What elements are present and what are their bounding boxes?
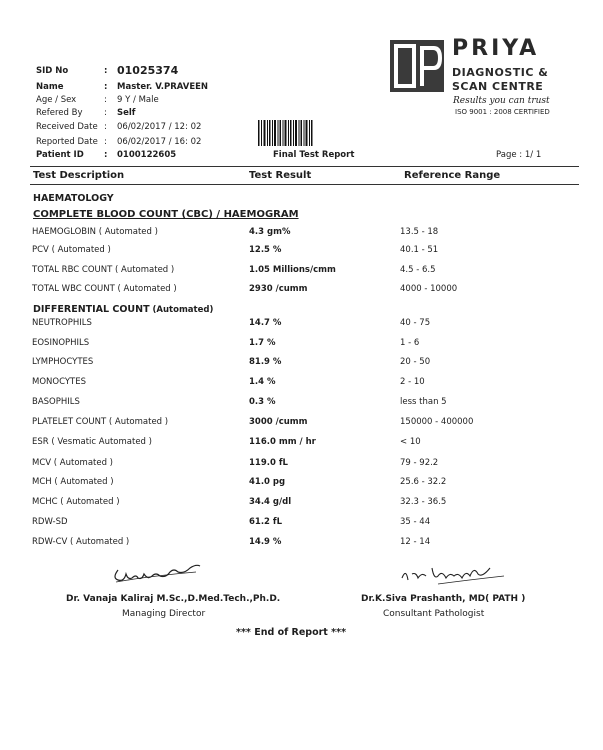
test-result: 0.3 % bbox=[249, 397, 276, 407]
sid-value: 01025374 bbox=[117, 64, 179, 77]
logo-line2: SCAN CENTRE bbox=[452, 80, 544, 93]
iso-certification: ISO 9001 : 2008 CERTIFIED bbox=[455, 108, 550, 116]
colon: : bbox=[104, 108, 107, 118]
age-sex-label: Age / Sex bbox=[36, 95, 77, 105]
differential-heading: DIFFERENTIAL COUNT bbox=[33, 304, 150, 315]
table-row bbox=[32, 537, 552, 553]
reported-date-value: 06/02/2017 / 16: 02 bbox=[117, 137, 202, 147]
table-row bbox=[32, 377, 552, 393]
test-reference: 4.5 - 6.5 bbox=[400, 265, 436, 275]
test-reference: 12 - 14 bbox=[400, 537, 431, 547]
table-row bbox=[32, 318, 552, 334]
page-number: Page : 1/ 1 bbox=[496, 150, 542, 160]
received-date-value: 06/02/2017 / 12: 02 bbox=[117, 122, 202, 132]
test-result: 81.9 % bbox=[249, 357, 282, 367]
test-result: 116.0 mm / hr bbox=[249, 437, 316, 447]
table-row bbox=[32, 517, 552, 533]
name-value: Master. V.PRAVEEN bbox=[117, 82, 209, 92]
table-row bbox=[32, 245, 552, 261]
test-result: 4.3 gm% bbox=[249, 227, 291, 237]
right-signatory-name: Dr.K.Siva Prashanth, MD( PATH ) bbox=[361, 594, 526, 604]
test-reference: < 10 bbox=[400, 437, 421, 447]
test-name: HAEMOGLOBIN ( Automated ) bbox=[32, 227, 158, 237]
logo-name: PRIYA bbox=[452, 36, 540, 61]
test-reference: 1 - 6 bbox=[400, 338, 420, 348]
test-result: 34.4 g/dl bbox=[249, 497, 292, 507]
section-cbc: COMPLETE BLOOD COUNT (CBC) / HAEMOGRAM bbox=[33, 209, 299, 220]
test-result: 2930 /cumm bbox=[249, 284, 308, 294]
test-result: 61.2 fL bbox=[249, 517, 283, 527]
barcode bbox=[258, 120, 314, 146]
test-reference: 2 - 10 bbox=[400, 377, 425, 387]
patient-id-label: Patient ID bbox=[36, 150, 84, 160]
test-reference: 4000 - 10000 bbox=[400, 284, 458, 294]
reported-date-label: Reported Date bbox=[36, 137, 98, 147]
table-row bbox=[32, 357, 552, 373]
patient-id-value: 0100122605 bbox=[117, 150, 177, 160]
colon: : bbox=[104, 66, 108, 76]
logo-line1: DIAGNOSTIC & bbox=[452, 66, 549, 79]
test-reference: 40 - 75 bbox=[400, 318, 431, 328]
right-signature-icon bbox=[398, 560, 508, 588]
test-name: TOTAL RBC COUNT ( Automated ) bbox=[32, 265, 175, 275]
test-result: 1.05 Millions/cmm bbox=[249, 265, 336, 275]
differential-suffix: (Automated) bbox=[149, 305, 214, 315]
table-row bbox=[32, 397, 552, 413]
test-result: 12.5 % bbox=[249, 245, 282, 255]
test-name: EOSINOPHILS bbox=[32, 338, 90, 348]
sid-label: SID No bbox=[36, 66, 69, 76]
test-result: 14.7 % bbox=[249, 318, 282, 328]
section-haematology: HAEMATOLOGY bbox=[33, 193, 114, 204]
test-name: RDW-SD bbox=[32, 517, 68, 527]
column-description: Test Description bbox=[33, 170, 125, 181]
table-row bbox=[32, 338, 552, 354]
colon: : bbox=[104, 137, 107, 147]
test-result: 1.7 % bbox=[249, 338, 276, 348]
test-name: NEUTROPHILS bbox=[32, 318, 92, 328]
column-result: Test Result bbox=[249, 170, 312, 181]
name-label: Name bbox=[36, 82, 64, 92]
test-result: 14.9 % bbox=[249, 537, 282, 547]
test-name: ESR ( Vesmatic Automated ) bbox=[32, 437, 152, 447]
table-row bbox=[32, 437, 552, 453]
table-row bbox=[32, 284, 552, 300]
test-result: 41.0 pg bbox=[249, 477, 286, 487]
logo-tagline: Results you can trust bbox=[453, 96, 550, 106]
colon: : bbox=[104, 150, 108, 160]
table-row bbox=[32, 458, 552, 474]
logo-emblem-icon bbox=[390, 40, 444, 92]
left-signature-icon bbox=[110, 556, 202, 586]
test-reference: 35 - 44 bbox=[400, 517, 431, 527]
test-reference: 13.5 - 18 bbox=[400, 227, 439, 237]
test-name: LYMPHOCYTES bbox=[32, 357, 94, 367]
referred-by-value: Self bbox=[117, 108, 136, 118]
table-row bbox=[32, 417, 552, 433]
test-name: PLATELET COUNT ( Automated ) bbox=[32, 417, 169, 427]
colon: : bbox=[104, 122, 107, 132]
test-result: 119.0 fL bbox=[249, 458, 288, 468]
test-name: BASOPHILS bbox=[32, 397, 80, 407]
test-reference: 25.6 - 32.2 bbox=[400, 477, 447, 487]
referred-by-label: Refered By bbox=[36, 108, 83, 118]
end-of-report: *** End of Report *** bbox=[236, 627, 347, 638]
age-sex-value: 9 Y / Male bbox=[117, 95, 159, 105]
right-signatory-title: Consultant Pathologist bbox=[383, 609, 485, 619]
test-name: MCV ( Automated ) bbox=[32, 458, 114, 468]
test-name: MCH ( Automated ) bbox=[32, 477, 114, 487]
test-reference: 79 - 92.2 bbox=[400, 458, 439, 468]
test-name: MONOCYTES bbox=[32, 377, 87, 387]
header-bottom-rule bbox=[30, 184, 579, 185]
test-result: 3000 /cumm bbox=[249, 417, 308, 427]
test-reference: 32.3 - 36.5 bbox=[400, 497, 447, 507]
test-name: MCHC ( Automated ) bbox=[32, 497, 120, 507]
table-row bbox=[32, 227, 552, 243]
test-name: RDW-CV ( Automated ) bbox=[32, 537, 130, 547]
test-name: PCV ( Automated ) bbox=[32, 245, 111, 255]
left-signatory-name: Dr. Vanaja Kaliraj M.Sc.,D.Med.Tech.,Ph.D. bbox=[66, 594, 281, 604]
received-date-label: Received Date bbox=[36, 122, 98, 132]
table-row bbox=[32, 497, 552, 513]
header-top-rule bbox=[30, 166, 579, 167]
test-reference: less than 5 bbox=[400, 397, 447, 407]
report-title: Final Test Report bbox=[273, 150, 355, 160]
section-differential bbox=[33, 304, 213, 315]
left-signatory-title: Managing Director bbox=[122, 609, 206, 619]
colon: : bbox=[104, 82, 108, 92]
column-reference: Reference Range bbox=[404, 170, 501, 181]
test-reference: 150000 - 400000 bbox=[400, 417, 474, 427]
test-reference: 40.1 - 51 bbox=[400, 245, 439, 255]
test-result: 1.4 % bbox=[249, 377, 276, 387]
colon: : bbox=[104, 95, 107, 105]
table-row bbox=[32, 265, 552, 281]
table-row bbox=[32, 477, 552, 493]
test-reference: 20 - 50 bbox=[400, 357, 431, 367]
test-name: TOTAL WBC COUNT ( Automated ) bbox=[32, 284, 177, 294]
